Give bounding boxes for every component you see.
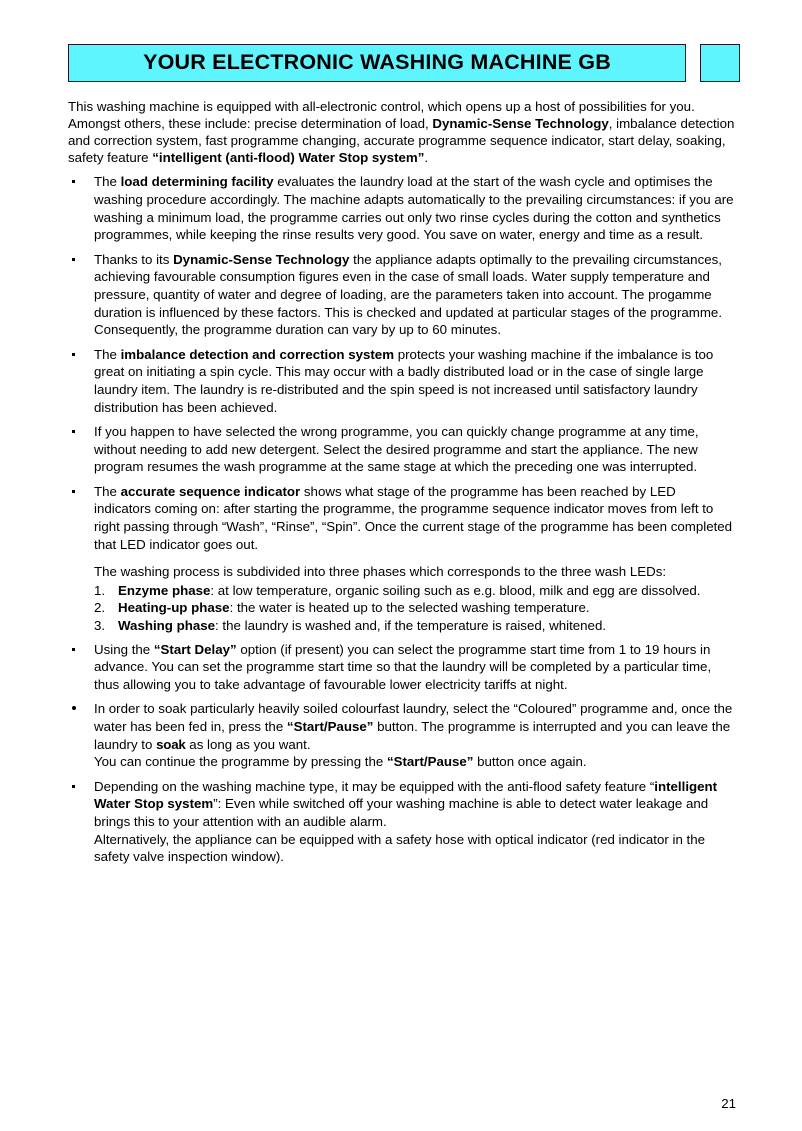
- body-text: : the water is heated up to the selected washing temperature.: [229, 600, 590, 616]
- body-text: You can continue the programme by pressing the: [94, 754, 387, 770]
- emphasis-text: “intelligent (anti-flood) Water Stop system”: [152, 150, 425, 166]
- emphasis-text: Dynamic-Sense Technology: [173, 251, 350, 267]
- list-item-text: [118, 618, 606, 633]
- numbered-list-item: [94, 599, 736, 617]
- wash-phases-block: [68, 563, 736, 634]
- bullet-list-item: [68, 251, 736, 339]
- body-text: as long as you want.: [185, 736, 311, 752]
- square-bullet-icon: [72, 483, 84, 501]
- list-number: 1.: [94, 582, 106, 598]
- body-text: Thanks to its: [94, 251, 174, 267]
- body-text: Depending on the washing machine type, it may be equipped with the anti-flood safety feature “: [94, 778, 655, 794]
- round-bullet-icon: [72, 700, 84, 718]
- square-bullet-icon: [72, 423, 84, 441]
- body-text: If you happen to have selected the wrong programme, you can quickly change programme at any time, without needing to add new detergent. Select the desired programme and start the appliance. The new program resumes the wash programme at the same stage at which the preceding one was interrupted.: [94, 424, 699, 475]
- feature-bullet-list: [68, 173, 736, 553]
- bullet-list-item: [68, 483, 736, 553]
- body-text: protects your washing machine if the imbalance is too great on initiating a spin cycle. This may occur with a badly distributed load or in the case of single large laundry item. The laundry is re-distributed and the spin speed is not increased until satisfactory laundry distribution has been achieved.: [94, 346, 714, 415]
- body-text: , imbalance detection and correction system, fast programme changing, accurate programme sequence indicator, start delay, soaking, safety feature: [68, 116, 735, 166]
- feature-bullet-list-continued: [68, 641, 736, 866]
- emphasis-text: intelligent Water Stop system: [94, 778, 718, 812]
- body-text: The: [94, 174, 121, 190]
- list-number: 3.: [94, 618, 106, 634]
- bullet-text: [94, 778, 736, 866]
- bullet-list-item: [68, 346, 736, 416]
- body-text: option (if present) you can select the programme start time from 1 to 19 hours in advance. You can set the programme start time so that the laundry will be completed by a particular time, thus allowing you to take advantage of favourable lower electricity tariffs at night.: [94, 641, 712, 692]
- bullet-list-item: [68, 173, 736, 243]
- wash-phases-intro: The washing process is subdivided into three phases which corresponds to the three wash LEDs:: [94, 564, 667, 580]
- bullet-list-item: [68, 641, 736, 694]
- numbered-list-item: [94, 617, 736, 635]
- body-text: shows what stage of the programme has been reached by LED indicators coming on: after starting the programme, the programme sequence indicator moves from left to right passing through “Wash”, “Rinse”, “Spin”. Once the current stage of the programme has been completed that LED indicator goes out.: [94, 483, 733, 552]
- bullet-paragraph: [94, 700, 736, 753]
- emphasis-text: “Start/Pause”: [283, 719, 374, 734]
- bullet-paragraph: [94, 483, 736, 553]
- bullet-paragraph: [94, 173, 736, 243]
- body-text: Alternatively, the appliance can be equipped with a safety hose with optical indicator (red indicator in the safety valve inspection window).: [94, 831, 706, 865]
- bullet-text: [94, 641, 736, 694]
- page-header: [68, 44, 740, 82]
- square-bullet-icon: [72, 778, 84, 796]
- bullet-list-item: [68, 700, 736, 770]
- square-bullet-icon: [72, 641, 84, 659]
- intro-paragraph: [68, 98, 736, 166]
- bullet-text: [94, 423, 736, 476]
- emphasis-text: Washing phase: [118, 618, 216, 634]
- bullet-text: [94, 483, 736, 553]
- emphasis-text: imbalance detection and correction system: [120, 346, 395, 362]
- body-text: The: [94, 483, 121, 499]
- body-text: : at low temperature, organic soiling such as e.g. blood, milk and egg are dissolved.: [210, 582, 701, 598]
- body-text: ”: Even while switched off your washing machine is able to detect water leakage and brings this to your attention with an audible alarm.: [94, 796, 709, 829]
- bullet-paragraph: [94, 641, 736, 694]
- bullet-paragraph: [94, 423, 736, 476]
- emphasis-text: load determining facility: [120, 174, 274, 190]
- square-bullet-icon: [72, 173, 84, 191]
- body-text: evaluates the laundry load at the start of the wash cycle and optimises the washing procedure accordingly. The machine adapts automatically to the prevailing circumstances: if you are washing a minimum load, the programme carries out only two rinse cycles during the cotton and synthetics programmes, while keeping the rinse results very good. You save on water, energy and time as a result.: [94, 174, 734, 243]
- bullet-paragraph: [94, 251, 736, 339]
- bullet-paragraph: [94, 831, 736, 866]
- list-number: 2.: [94, 600, 106, 616]
- body-text: : the laundry is washed and, if the temperature is raised, whitened.: [215, 618, 607, 634]
- bullet-text: [94, 700, 736, 770]
- body-text: The: [94, 346, 121, 362]
- body-text: This washing machine is equipped with all-electronic control, which opens up a host of possibilities for you. Amongst others, these include: precise determination of load,: [68, 99, 695, 132]
- bullet-text: [94, 346, 736, 416]
- emphasis-text: Dynamic-Sense Technology: [428, 116, 609, 132]
- body-text: button once again.: [473, 754, 587, 770]
- square-bullet-icon: [72, 346, 84, 364]
- bullet-text: [94, 251, 736, 339]
- body-text: button. The programme is interrupted and you can leave the laundry to: [94, 719, 731, 752]
- emphasis-text: Heating-up phase: [118, 600, 230, 616]
- numbered-list-item: [94, 582, 736, 600]
- bullet-paragraph: [94, 346, 736, 416]
- body-text: .: [424, 150, 429, 166]
- body-text: Using the: [94, 641, 154, 657]
- bullet-list-item: [68, 778, 736, 866]
- emphasis-text: soak: [156, 736, 186, 752]
- bullet-paragraph: [94, 778, 736, 831]
- list-item-text: [118, 600, 590, 615]
- list-item-text: [118, 583, 700, 598]
- header-corner-box: [700, 44, 740, 82]
- emphasis-text: Enzyme phase: [118, 582, 211, 598]
- emphasis-text: “Start/Pause”: [386, 754, 474, 770]
- page-number: 21: [721, 1096, 736, 1111]
- bullet-text: [94, 173, 736, 243]
- bullet-paragraph: [94, 753, 736, 771]
- wash-phases-list: [94, 582, 736, 635]
- document-body: [68, 98, 736, 873]
- body-text: the appliance adapts optimally to the prevailing circumstances, achieving favourable consumption figures even in the case of small loads. Water supply temperature and pressure, quantity of water and degree of loading, are the parameters taken into account. The progamme duration is influenced by these factors. This is checked and updated at particular stages of the programme. Consequently, the programme duration can vary by up to 60 minutes.: [94, 251, 723, 338]
- emphasis-text: accurate sequence indicator: [120, 483, 301, 499]
- page-title: YOUR ELECTRONIC WASHING MACHINE GB: [143, 50, 611, 75]
- body-text: In order to soak particularly heavily soiled colourfast laundry, select the “Coloured” programme and, once the water has been fed in, press the: [94, 701, 733, 734]
- page-title-box: [68, 44, 686, 82]
- emphasis-text: “Start Delay”: [153, 641, 237, 657]
- square-bullet-icon: [72, 251, 84, 269]
- bullet-list-item: [68, 423, 736, 476]
